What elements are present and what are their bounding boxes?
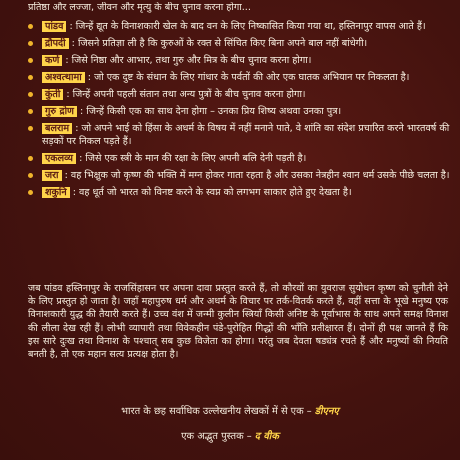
character-separator: : bbox=[66, 21, 76, 32]
character-name: गुरु द्रोण bbox=[42, 106, 77, 117]
character-description: जिसे निष्ठा और आभार, तथा गुरु और मित्र के बीच चुनाव करना होगा। bbox=[71, 55, 312, 66]
character-item bbox=[28, 152, 450, 165]
character-list bbox=[28, 20, 450, 203]
character-name: कर्ण bbox=[42, 55, 62, 66]
character-separator: : bbox=[69, 187, 80, 198]
character-separator: : bbox=[77, 106, 87, 117]
character-item bbox=[28, 88, 450, 101]
character-item bbox=[28, 122, 450, 148]
character-description: जिसे एक स्त्री के मान की रक्षा के लिए अपनी बलि देनी पड़ती है। bbox=[85, 153, 307, 164]
character-item bbox=[28, 186, 450, 199]
bullet-icon bbox=[28, 156, 33, 161]
review-quote-2 bbox=[0, 430, 460, 444]
quote-text: भारत के छह सर्वाधिक उल्लेखनीय लेखकों में से एक – bbox=[121, 406, 315, 417]
character-name: पांडव bbox=[42, 21, 66, 32]
character-name: कुंती bbox=[42, 89, 63, 100]
character-separator: : bbox=[72, 123, 82, 134]
review-quote-1 bbox=[0, 405, 460, 419]
bullet-icon bbox=[28, 92, 33, 97]
character-description: जिन्हें द्यूत के विनाशकारी खेल के बाद वन के लिए निष्कासित किया गया था, हस्तिनापुर वापस आते हैं। bbox=[75, 21, 426, 32]
quote-source: डीएनए bbox=[314, 406, 339, 417]
character-item bbox=[28, 105, 450, 118]
character-separator: : bbox=[61, 170, 71, 181]
character-name: अश्वत्थामा bbox=[42, 72, 85, 83]
character-description: वह धूर्त जो भारत को विनष्ट करने के स्वप्न को लगभग साकार होते हुए देखता है। bbox=[79, 187, 352, 198]
quote-source: द वीक bbox=[254, 431, 279, 442]
character-item bbox=[28, 20, 450, 33]
character-description: जो एक दुष्ट के संधान के लिए गांधार के पर्वतों की ओर एक घातक अभियान पर निकलता है। bbox=[94, 72, 410, 83]
character-name: बलराम bbox=[42, 123, 72, 134]
character-separator: : bbox=[63, 89, 73, 100]
character-description: जिसने प्रतिज्ञा ली है कि कुरुओं के रक्त से सिंचित किए बिना अपने बाल नहीं बांधेगी। bbox=[77, 38, 368, 49]
character-name: शकुनि bbox=[42, 187, 70, 198]
bullet-icon bbox=[28, 126, 33, 131]
bullet-icon bbox=[28, 24, 33, 29]
character-separator: : bbox=[62, 55, 72, 66]
bullet-icon bbox=[28, 190, 33, 195]
character-separator: : bbox=[76, 153, 86, 164]
character-description: वह भिक्षुक जो कृष्ण की भक्ति में मग्न होकर गाता रहता है और उसका नेत्रहीन श्वान धर्म उसके पीछे चलता है। bbox=[70, 170, 450, 181]
bullet-icon bbox=[28, 109, 33, 114]
character-description: जो अपने भाई को हिंसा के अधर्म के विषय में नहीं मनाने पाते, वे शांति का संदेश प्रचारित करने भारतवर्ष की सड़कों पर निकल पड़ते हैं। bbox=[42, 123, 450, 147]
character-item bbox=[28, 71, 450, 84]
bullet-icon bbox=[28, 58, 33, 63]
character-name: एकलव्य bbox=[42, 153, 76, 164]
bullet-icon bbox=[28, 75, 33, 80]
quote-text: एक अद्भुत पुस्तक – bbox=[181, 431, 255, 442]
character-separator: : bbox=[84, 72, 95, 83]
character-name: द्रौपदी bbox=[42, 38, 69, 49]
character-item bbox=[28, 169, 450, 182]
character-description: जिन्हें किसी एक का साथ देना होगा – उनका प्रिय शिष्य अथवा उनका पुत्र। bbox=[86, 106, 342, 117]
character-item bbox=[28, 37, 450, 50]
character-description: जिन्हें अपनी पहली संतान तथा अन्य पुत्रों के बीच चुनाव करना होगा। bbox=[72, 89, 306, 100]
synopsis-paragraph: जब पांडव हस्तिनापुर के राजसिंहासन पर अपना दावा प्रस्तुत करते हैं, तो कौरवों का युवराज सुयोधन कृष्ण को चुनौती देने के लिए प्रस्तुत हो जाता है। जहाँ महापुरुष धर्म और अधर्म के विचार पर तर्क-वितर्क करते हैं, वहीं सत्ता के भूखे मनुष्य एक विनाशकारी युद्ध की तैयारी करते हैं। उच्च वंश में जन्मी कुलीन स्त्रियाँ किसी अनिष्ट के पूर्वाभास के साथ अपने समक्ष विनाश की लीला देख रही हैं। लोभी व्यापारी तथा विवेकहीन पंडे-पुरोहित गिद्धों की भाँति प्रतीक्षारत हैं। दोनों ही पक्ष जानते हैं कि इस सारे दुःख तथा विनाश के पश्चात् सब कुछ विजेता का होगा। परंतु जब देवता षड्यंत्र रचते हैं और मनुष्यों की नियति बनती है, तो एक महान सत्य प्रत्यक्ष होता है। bbox=[28, 283, 448, 361]
character-item bbox=[28, 54, 450, 67]
bullet-icon bbox=[28, 173, 33, 178]
character-name: जरा bbox=[42, 170, 62, 181]
character-separator: : bbox=[68, 38, 78, 49]
intro-line: प्रतिष्ठा और लज्जा, जीवन और मृत्यु के बीच चुनाव करना होगा... bbox=[28, 2, 251, 13]
bullet-icon bbox=[28, 41, 33, 46]
